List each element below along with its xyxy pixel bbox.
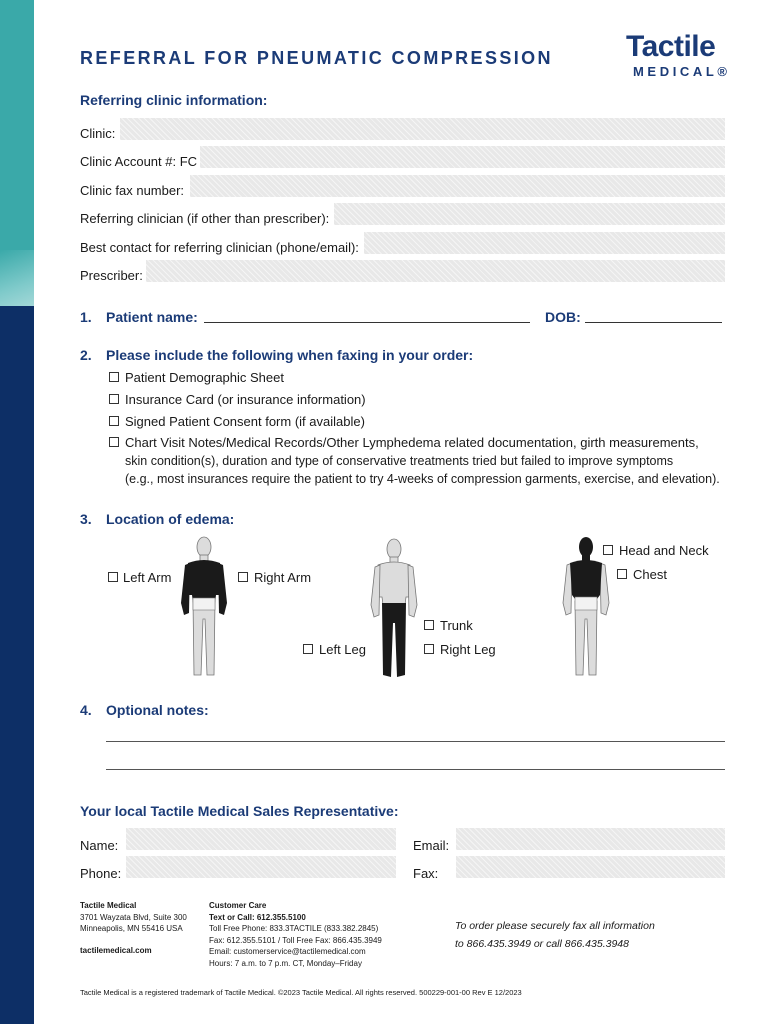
legal-text: Tactile Medical is a registered trademark of Tactile Medical. ©2023 Tactile Medical. All rights reserved. 500229-001-00 Rev E 12/2023 <box>80 988 522 997</box>
chart-notes-label: Chart Visit Notes/Medical Records/Other Lymphedema related documentation, girth measurements, <box>125 435 699 450</box>
insurance-label: Insurance Card (or insurance information) <box>125 392 366 407</box>
footer-address-1: 3701 Wayzata Blvd, Suite 300 <box>80 912 187 922</box>
rep-fax-label: Fax: <box>413 866 439 881</box>
customer-care-text: Text or Call: 612.355.5100 <box>209 912 306 922</box>
customer-care-email[interactable]: Email: customerservice@tactilemedical.com <box>209 947 366 956</box>
footer-address-2: Minneapolis, MN 55416 USA <box>80 924 183 933</box>
page-title: REFERRAL FOR PNEUMATIC COMPRESSION <box>80 48 553 68</box>
chest-label: Chest <box>633 567 667 582</box>
section-3-number: 3. <box>80 511 92 527</box>
fax-items-heading: Please include the following when faxing in your order: <box>106 347 474 363</box>
best-contact-label: Best contact for referring clinician (phone/email): <box>80 240 359 255</box>
prescriber-label: Prescriber: <box>80 268 143 283</box>
notes-line-1[interactable] <box>106 741 725 742</box>
best-contact-field[interactable] <box>364 232 725 254</box>
logo-subtitle: MEDICAL® <box>633 64 731 79</box>
customer-care-tollfree: Toll Free Phone: 833.3TACTILE (833.382.2845) <box>209 924 379 933</box>
consent-label: Signed Patient Consent form (if available) <box>125 414 365 429</box>
section-2-number: 2. <box>80 347 92 363</box>
trunk-body-figure-icon <box>558 535 614 680</box>
chart-notes-checkbox[interactable] <box>109 437 119 447</box>
customer-care-block <box>209 900 382 969</box>
patient-name-line[interactable] <box>204 322 530 323</box>
right-leg-label: Right Leg <box>440 642 496 657</box>
notes-heading: Optional notes: <box>106 702 209 718</box>
leg-body-figure-icon <box>366 537 422 682</box>
right-arm-label: Right Arm <box>254 570 312 585</box>
consent-checkbox[interactable] <box>109 416 119 426</box>
chart-notes-line3: (e.g., most insurances require the patient to try 4-weeks of compression garments, exercise, and elevation). <box>125 472 720 486</box>
logo-wordmark: Tactile <box>626 30 716 63</box>
dob-line[interactable] <box>585 322 722 323</box>
sidebar-navy-band <box>0 306 34 1024</box>
demographic-label: Patient Demographic Sheet <box>125 370 284 385</box>
customer-care-fax: Fax: 612.355.5101 / Toll Free Fax: 866.435.3949 <box>209 935 382 945</box>
sidebar-teal-gradient <box>0 250 34 310</box>
order-instructions <box>455 917 655 953</box>
rep-fax-field[interactable] <box>456 856 725 878</box>
referring-clinician-field[interactable] <box>334 203 725 225</box>
footer-website-link[interactable]: tactilemedical.com <box>80 945 152 955</box>
chest-checkbox[interactable] <box>617 569 627 579</box>
prescriber-field[interactable] <box>146 260 725 282</box>
clinic-account-field[interactable] <box>200 146 725 168</box>
clinic-section-heading: Referring clinic information: <box>80 92 268 108</box>
section-1-number: 1. <box>80 309 92 325</box>
rep-name-label: Name: <box>80 838 119 853</box>
referring-clinician-label: Referring clinician (if other than prescriber): <box>80 211 330 226</box>
section-4-number: 4. <box>80 702 92 718</box>
clinic-label: Clinic: <box>80 126 116 141</box>
notes-line-2[interactable] <box>106 769 725 770</box>
rep-email-label: Email: <box>413 838 450 853</box>
customer-care-title: Customer Care <box>209 901 267 910</box>
left-arm-checkbox[interactable] <box>108 572 118 582</box>
rep-phone-label: Phone: <box>80 866 122 881</box>
clinic-field[interactable] <box>120 118 725 140</box>
order-line-2: to 866.435.3949 or call 866.435.3948 <box>455 938 629 950</box>
dob-label: DOB: <box>545 309 581 325</box>
left-leg-checkbox[interactable] <box>303 644 313 654</box>
rep-section-heading: Your local Tactile Medical Sales Representative: <box>80 803 399 819</box>
right-arm-checkbox[interactable] <box>238 572 248 582</box>
footer-company: Tactile Medical <box>80 901 137 910</box>
insurance-checkbox[interactable] <box>109 394 119 404</box>
left-arm-label: Left Arm <box>123 570 172 585</box>
rep-email-field[interactable] <box>456 828 725 850</box>
chart-notes-line2: skin condition(s), duration and type of conservative treatments tried but failed to improve symptoms <box>125 454 674 468</box>
trunk-label: Trunk <box>440 618 473 633</box>
rep-phone-field[interactable] <box>126 856 396 878</box>
demographic-checkbox[interactable] <box>109 372 119 382</box>
patient-name-label: Patient name: <box>106 309 198 325</box>
left-leg-label: Left Leg <box>319 642 366 657</box>
rep-name-field[interactable] <box>126 828 396 850</box>
customer-care-hours: Hours: 7 a.m. to 7 p.m. CT, Monday–Friday <box>209 958 362 968</box>
head-neck-label: Head and Neck <box>619 543 709 558</box>
clinic-fax-field[interactable] <box>190 175 725 197</box>
clinic-fax-label: Clinic fax number: <box>80 183 185 198</box>
trunk-checkbox[interactable] <box>424 620 434 630</box>
right-leg-checkbox[interactable] <box>424 644 434 654</box>
clinic-account-label: Clinic Account #: FC <box>80 154 198 169</box>
arm-body-figure-icon <box>176 535 232 680</box>
edema-heading: Location of edema: <box>106 511 235 527</box>
order-line-1: To order please securely fax all information <box>455 920 655 932</box>
footer-address-block <box>80 900 187 956</box>
